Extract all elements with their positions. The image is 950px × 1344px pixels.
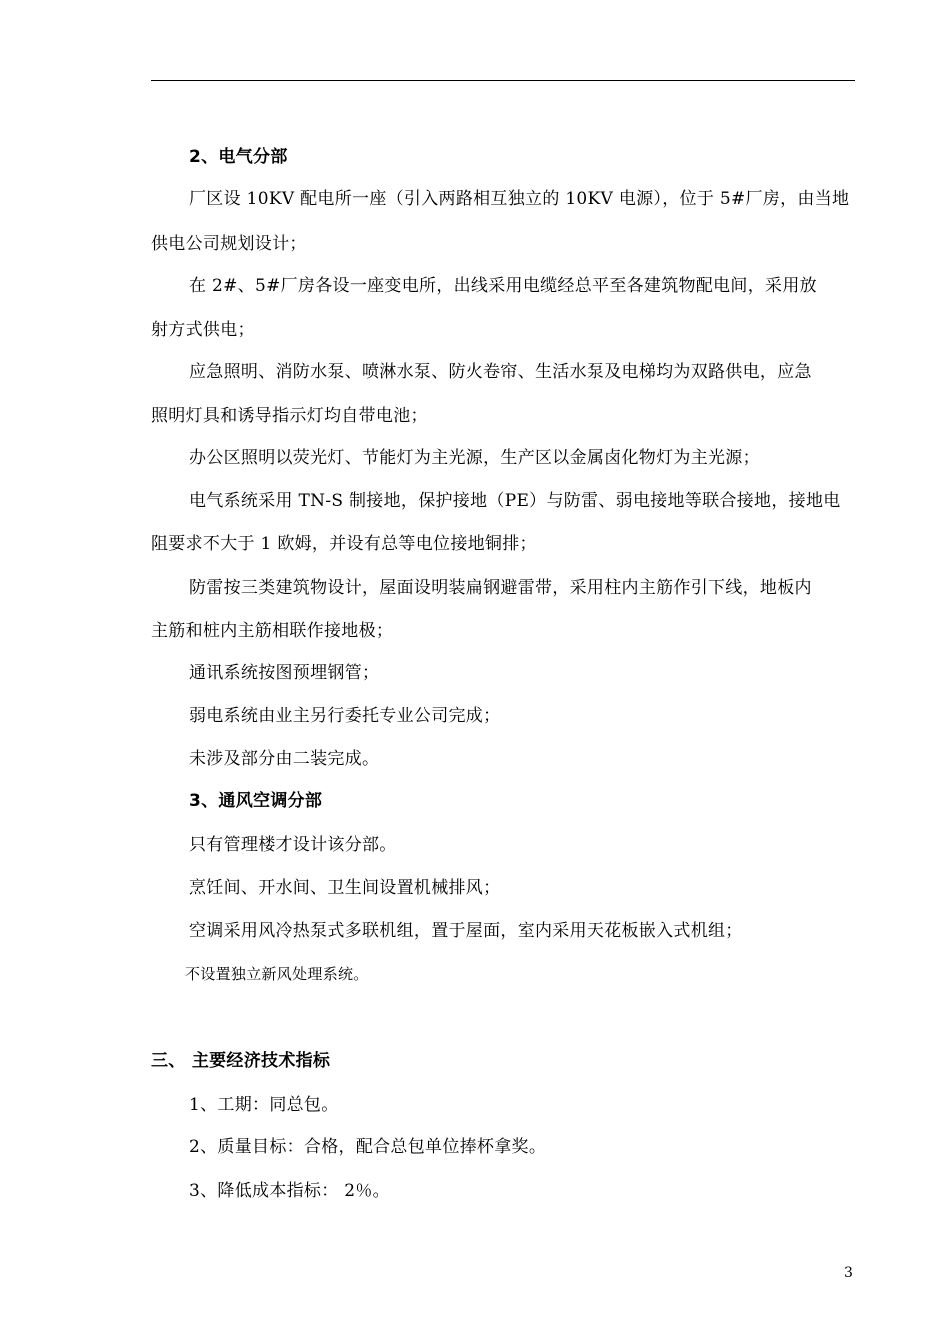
paragraph-line: 电气系统采用 TN-S 制接地，保护接地（PE）与防雷、弱电接地等联合接地，接地电: [189, 491, 841, 511]
paragraph-line: 空调采用风冷热泵式多联机组，置于屋面，室内采用天花板嵌入式机组；: [189, 921, 743, 941]
paragraph-line: 办公区照明以荧光灯、节能灯为主光源，生产区以金属卤化物灯为主光源；: [189, 448, 760, 468]
paragraph-line: 弱电系统由业主另行委托专业公司完成；: [189, 706, 501, 726]
paragraph-line: 主筋和桩内主筋相联作接地极；: [151, 621, 394, 641]
paragraph-line: 2、质量目标：合格，配合总包单位捧杯拿奖。: [189, 1137, 547, 1157]
section-heading-hvac: 3、通风空调分部: [189, 791, 323, 811]
paragraph-line: 3、降低成本指标： 2％。: [189, 1181, 390, 1201]
paragraph-line: 射方式供电；: [151, 320, 255, 340]
section-heading-electrical: 2、电气分部: [189, 147, 288, 167]
paragraph-line: 厂区设 10KV 配电所一座（引入两路相互独立的 10KV 电源），位于 5#厂房，由当地: [189, 189, 850, 209]
paragraph-line: 防雷按三类建筑物设计，屋面设明装扁钢避雷带，采用柱内主筋作引下线，地板内: [189, 578, 812, 598]
paragraph-line: 只有管理楼才设计该分部。: [189, 835, 397, 855]
section-heading-indicators: 三、 主要经济技术指标: [151, 1051, 331, 1071]
paragraph-line: 通讯系统按图预埋钢管；: [189, 663, 380, 683]
paragraph-line: 照明灯具和诱导指示灯均自带电池；: [151, 406, 428, 426]
header-rule: [151, 80, 855, 81]
paragraph-line: 在 2#、5#厂房各设一座变电所，出线采用电缆经总平至各建筑物配电间，采用放: [189, 276, 817, 296]
paragraph-line: 1、工期：同总包。: [189, 1095, 339, 1115]
paragraph-line: 未涉及部分由二装完成。: [189, 749, 380, 769]
paragraph-line: 不设置独立新风处理系统。: [185, 965, 369, 983]
page-number: 3: [844, 1265, 853, 1281]
paragraph-line: 供电公司规划设计；: [151, 234, 307, 254]
paragraph-line: 阻要求不大于 1 欧姆，并设有总等电位接地铜排；: [151, 534, 537, 554]
paragraph-line: 烹饪间、开水间、卫生间设置机械排风；: [189, 878, 501, 898]
paragraph-line: 应急照明、消防水泵、喷淋水泵、防火卷帘、生活水泵及电梯均为双路供电，应急: [189, 362, 812, 382]
